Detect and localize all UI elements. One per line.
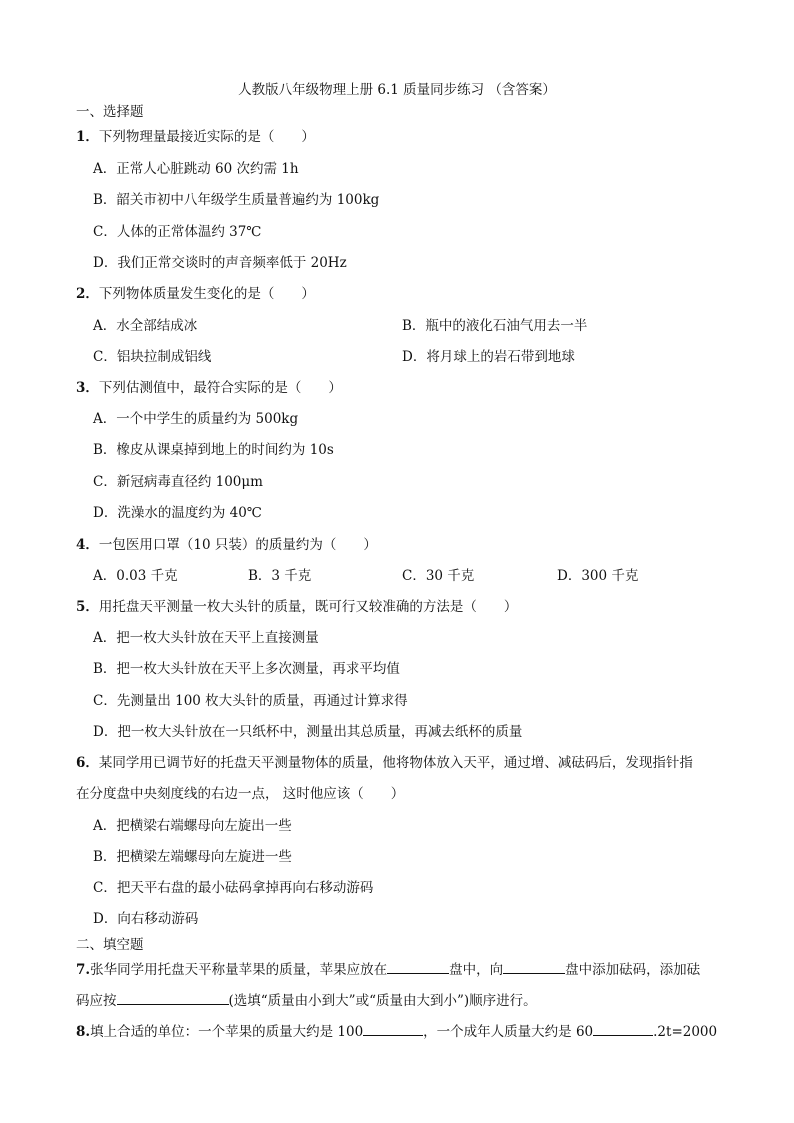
question-number: 5． xyxy=(76,599,99,615)
option-3b: B．橡皮从课桌掉到地上的时间约为 10s xyxy=(93,442,334,458)
question-stem: 下列物理量最接近实际的是（ ） xyxy=(98,129,315,145)
question-text: .2t=2000 xyxy=(653,1024,718,1040)
question-5 xyxy=(76,595,517,615)
answer-blank[interactable] xyxy=(363,1021,423,1036)
question-7 xyxy=(76,958,700,978)
question-number: 7. xyxy=(76,962,91,978)
document-title: 人教版八年级物理上册 6.1 质量同步练习 （含答案） xyxy=(238,82,556,98)
option-1c: C．人体的正常体温约 37℃ xyxy=(93,224,262,240)
section-heading-choice: 一、选择题 xyxy=(76,104,144,120)
question-stem: 用托盘天平测量一枚大头针的质量，既可行又较准确的方法是（ ） xyxy=(98,599,518,615)
question-6-line2: 在分度盘中央刻度线的右边一点， 这时他应该（ ） xyxy=(76,786,405,802)
question-stem: 下列估测值中，最符合实际的是（ ） xyxy=(98,380,342,396)
question-number: 1． xyxy=(76,129,99,145)
question-text: 张华同学用托盘天平称量苹果的质量，苹果应放在 xyxy=(90,962,388,978)
option-2c: C．铝块拉制成铝线 xyxy=(93,349,212,365)
option-2b: B．瓶中的液化石油气用去一半 xyxy=(402,318,588,334)
option-4b: B．3 千克 xyxy=(248,568,312,584)
option-2a: A．水全部结成冰 xyxy=(93,318,198,334)
question-8 xyxy=(76,1020,717,1040)
question-text: (选填“质量由小到大”或“质量由大到小”)顺序进行。 xyxy=(228,993,537,1009)
option-3c: C．新冠病毒直径约 100μm xyxy=(93,474,263,490)
question-6 xyxy=(76,751,693,771)
option-4c: C．30 千克 xyxy=(402,568,475,584)
section-heading-fill: 二、填空题 xyxy=(76,937,144,953)
option-5a: A．把一枚大头针放在天平上直接测量 xyxy=(93,630,319,646)
option-1a: A．正常人心脏跳动 60 次约需 1h xyxy=(93,161,299,177)
option-5d: D．把一枚大头针放在一只纸杯中，测量出其总质量，再减去纸杯的质量 xyxy=(93,724,523,740)
question-2 xyxy=(76,282,315,302)
question-stem-line1: 某同学用已调节好的托盘天平测量物体的质量，他将物体放入天平，通过增、减砝码后，发现指针指 xyxy=(98,755,693,771)
question-1 xyxy=(76,125,315,145)
question-number: 4． xyxy=(76,537,99,553)
option-3a: A．一个中学生的质量约为 500kg xyxy=(93,411,299,427)
question-number: 3． xyxy=(76,380,99,396)
answer-blank[interactable] xyxy=(117,990,229,1005)
question-text: 盘中添加砝码，添加砝 xyxy=(565,962,701,978)
option-5b: B．把一枚大头针放在天平上多次测量，再求平均值 xyxy=(93,661,400,677)
question-7-line2 xyxy=(76,989,537,1009)
option-5c: C．先测量出 100 枚大头针的质量，再通过计算求得 xyxy=(93,693,408,709)
answer-blank[interactable] xyxy=(387,959,449,974)
option-1d: D．我们正常交谈时的声音频率低于 20Hz xyxy=(93,255,347,271)
question-text: 盘中，向 xyxy=(449,962,504,978)
option-6d: D．向右移动游码 xyxy=(93,911,199,927)
question-text: 填上合适的单位：一个苹果的质量大约是 100 xyxy=(90,1024,364,1040)
option-4a: A．0.03 千克 xyxy=(93,568,178,584)
question-text: 码应按 xyxy=(76,993,117,1009)
question-number: 8. xyxy=(76,1024,91,1040)
question-3 xyxy=(76,376,342,396)
question-stem: 一包医用口罩（10 只装）的质量约为（ ） xyxy=(98,537,377,553)
question-stem: 下列物体质量发生变化的是（ ） xyxy=(98,286,315,302)
question-number: 2． xyxy=(76,286,99,302)
option-6c: C．把天平右盘的最小砝码拿掉再向右移动游码 xyxy=(93,880,374,896)
answer-blank[interactable] xyxy=(503,959,565,974)
option-2d: D．将月球上的岩石带到地球 xyxy=(402,349,575,365)
option-3d: D．洗澡水的温度约为 40℃ xyxy=(93,505,262,521)
question-number: 6． xyxy=(76,755,99,771)
option-4d: D．300 千克 xyxy=(557,568,639,584)
option-6b: B．把横梁左端螺母向左旋进一些 xyxy=(93,849,292,865)
question-text: ，一个成年人质量大约是 60 xyxy=(423,1024,594,1040)
option-1b: B．韶关市初中八年级学生质量普遍约为 100kg xyxy=(93,192,380,208)
answer-blank[interactable] xyxy=(593,1021,653,1036)
question-4 xyxy=(76,533,377,553)
option-6a: A．把横梁右端螺母向左旋出一些 xyxy=(93,818,292,834)
